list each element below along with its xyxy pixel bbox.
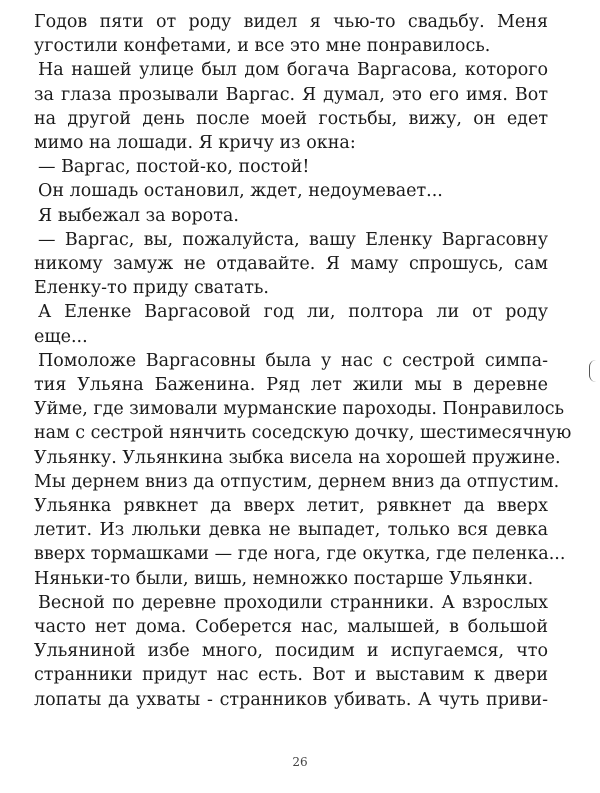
paragraph	[34, 179, 548, 203]
text-line: Ульяниной избе много, посидим и испугаемся, что	[34, 641, 548, 662]
text-line: Няньки-то были, вишь, немножко постарше Ульянки.	[34, 568, 534, 589]
text-line: мимо на лошади. Я кричу из окна:	[34, 133, 356, 154]
paragraph	[34, 591, 548, 712]
text-line: Годов пяти от роду видел я чью-то свадьбу. Меня	[34, 12, 548, 32]
text-line: — Варгас, вы, пожалуйста, вашу Еленку Варгасовну	[38, 229, 548, 250]
text-line: Ульянка рявкнет да вверх летит, рявкнет да вверх	[34, 496, 548, 517]
text-line: лопаты да ухваты - странников убивать. А чуть приви-	[34, 689, 548, 710]
text-line: — Варгас, постой-ко, постой!	[38, 157, 310, 178]
text-line: нам с сестрой нянчить соседскую дочку, шестимесячную	[34, 423, 572, 444]
text-line: Весной по деревне проходили странники. А взрослых	[38, 592, 548, 613]
text-line: еще...	[34, 326, 88, 347]
page-body-text	[34, 10, 572, 712]
text-line: часто нет дома. Соберется нас, малышей, в большой	[34, 617, 548, 638]
text-line: Еленку-то приду сватать.	[34, 278, 269, 299]
text-line: На нашей улице был дом богача Варгасова, которого	[38, 60, 548, 81]
text-line: никому замуж не отдавайте. Я маму спрошусь, сам	[34, 254, 548, 275]
paragraph	[34, 155, 548, 179]
text-line: вверх тормашками — где нога, где окутка, где пеленка...	[34, 544, 566, 565]
margin-mark	[589, 360, 596, 382]
text-line: странники придут нас есть. Вот и выставим к двери	[34, 665, 548, 686]
text-line: Я выбежал за ворота.	[38, 205, 239, 226]
text-line: А Еленке Варгасовой год ли, полтора ли от роду	[38, 302, 548, 323]
text-line: тия Ульяна Баженина. Ряд лет жили мы в деревне	[34, 375, 548, 396]
text-line: Мы дернем вниз да отпустим, дернем вниз да отпустим.	[34, 471, 560, 492]
text-line: угостили конфетами, и все это мне понравилось.	[34, 36, 491, 57]
text-line: на другой день после моей гостьбы, вижу, он едет	[34, 108, 548, 129]
paragraph	[34, 204, 548, 228]
page-number: 26	[292, 755, 308, 769]
text-line: Ульянку. Ульянкина зыбка висела на хорошей пружине.	[34, 447, 561, 468]
paragraph	[34, 228, 548, 301]
paragraph	[34, 10, 548, 58]
text-line: Он лошадь остановил, ждет, недоумевает...	[38, 181, 443, 202]
text-line: за глаза прозывали Варгас. Я думал, это его имя. Вот	[34, 84, 548, 105]
paragraph	[34, 300, 548, 348]
text-line: летит. Из люльки девка не выпадет, только вся девка	[34, 520, 548, 541]
text-line: Уйме, где зимовали мурманские пароходы. Понравилось	[34, 399, 565, 420]
paragraph	[34, 58, 548, 155]
paragraph	[34, 349, 572, 591]
text-line: Помоложе Варгасовны была у нас с сестрой симпа-	[38, 350, 548, 371]
